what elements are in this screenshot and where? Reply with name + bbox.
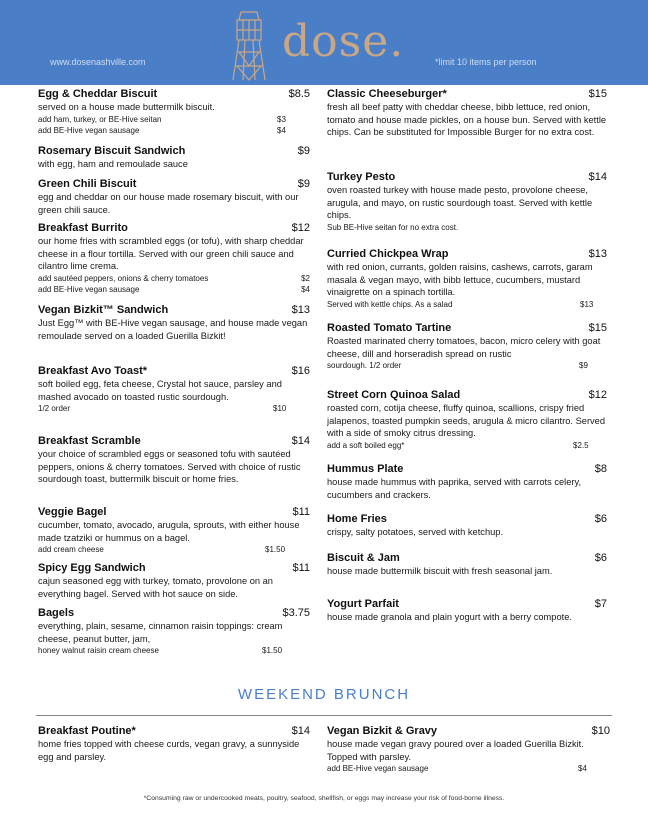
header-banner	[0, 0, 648, 85]
menu-item	[327, 513, 607, 539]
menu-item-price: $11	[292, 562, 310, 574]
menu-item-price: $8.5	[288, 88, 310, 100]
addon-label: 1/2 order	[38, 404, 71, 414]
menu-item-addon	[38, 544, 310, 555]
menu-item-price: $11	[292, 506, 310, 518]
menu-item-price: $9	[297, 178, 310, 190]
menu-item-price: $9	[297, 145, 310, 157]
menu-item-description: cucumber, tomato, avocado, arugula, sprouts, with either house made tzatziki or hummus on a bagel.	[38, 520, 300, 543]
menu-item-addon	[38, 284, 310, 295]
addon-label: add sautéed peppers, onions & cherry tomatoes	[38, 273, 209, 283]
menu-item-name: Turkey Pesto	[327, 171, 396, 183]
menu-item-price: $10	[591, 725, 610, 737]
menu-item	[327, 322, 607, 371]
menu-item-price: $3.75	[282, 607, 310, 619]
menu-item-name: Breakfast Avo Toast*	[38, 365, 148, 377]
menu-item	[38, 506, 310, 555]
menu-item-name: Home Fries	[327, 513, 387, 525]
menu-item	[38, 178, 310, 216]
menu-item-name: Vegan Bizkit & Gravy	[327, 725, 438, 737]
menu-item-price: $16	[291, 365, 310, 377]
addon-label: add BE-Hive vegan sausage	[38, 125, 140, 135]
menu-item-price: $13	[291, 304, 310, 316]
menu-item	[38, 88, 310, 136]
addon-price: $13	[580, 299, 594, 309]
menu-item-name: Green Chili Biscuit	[38, 178, 137, 190]
menu-item	[38, 562, 310, 600]
menu-item-description: with egg, ham and remoulade sauce	[38, 159, 188, 169]
menu-item-description: soft boiled egg, feta cheese, Crystal hot sauce, parsley and mashed avocado on toasted rustic sourdough.	[38, 379, 282, 402]
section-divider	[36, 715, 612, 716]
food-safety-footnote: *Consuming raw or undercooked meats, poultry, seafood, shellfish, or eggs may increase your risk of food-borne illness.	[143, 795, 505, 802]
menu-item-addon	[38, 114, 310, 125]
menu-item-addon	[327, 299, 607, 310]
menu-item-description: your choice of scrambled eggs or seasoned tofu with sautéed peppers, onions & cherry tomatoes. Served with choice of rustic sourdough toast, buttermilk biscuit or home fries.	[38, 449, 301, 485]
menu-item-price: $12	[291, 222, 310, 234]
menu-item-description: roasted corn, cotija cheese, fluffy quinoa, scallions, crispy fried jalapenos, toasted pumpkin seeds, arugula & micro cilantro. Served with a side of smoky citrus dressing.	[327, 403, 606, 439]
menu-item-price: $15	[588, 322, 607, 334]
menu-item-price: $12	[588, 389, 607, 401]
menu-item-price: $14	[291, 725, 310, 737]
menu-item	[327, 725, 610, 774]
addon-price: $9	[579, 361, 588, 371]
addon-label: Served with kettle chips. As a salad	[327, 299, 453, 309]
menu-item-price: $13	[588, 248, 607, 260]
menu-item-description: egg and cheddar on our house made rosemary biscuit, with our green chili sauce.	[38, 192, 299, 215]
menu-item-price: $7	[594, 598, 607, 610]
menu-item-addon	[38, 403, 310, 414]
menu-item-description: with red onion, currants, golden raisins, cashews, carrots, garam masala & vegan mayo, with bibb lettuce, cucumbers, mustard vinaigrette on a spinach tortilla.	[327, 262, 593, 298]
menu-item-description: cajun seasoned egg with turkey, tomato, provolone on an everything bagel. Served with hot sauce on side.	[38, 576, 273, 599]
limit-note: *limit 10 items per person	[435, 57, 537, 67]
menu-item-addon	[327, 360, 607, 371]
menu-item-name: Hummus Plate	[327, 463, 404, 475]
addon-price: $1.50	[262, 646, 283, 656]
menu-item-name: Rosemary Biscuit Sandwich	[38, 145, 186, 157]
menu-item	[327, 552, 607, 578]
menu-item	[327, 598, 607, 624]
menu-item-description: oven roasted turkey with house made pesto, provolone cheese, arugula, and mayo, on rustic sourdough toast. Served with kettle chips.	[327, 185, 593, 221]
menu-item	[38, 435, 310, 486]
menu-item-description: house made granola and plain yogurt with a berry compote.	[327, 612, 572, 622]
menu-item-addon	[327, 440, 607, 451]
menu-item-addon	[327, 222, 607, 233]
menu-item	[327, 389, 607, 451]
menu-item-addon	[38, 645, 310, 656]
menu-item-description: fresh all beef patty with cheddar cheese, bibb lettuce, red onion, tomato and house made pickles, on a house bun. Served with kettle chips. Can be substituted for Impossible Burger for no extra cost.	[327, 102, 607, 138]
menu-item	[38, 145, 310, 171]
menu-item-description: house made vegan gravy poured over a loaded Guerilla Bizkit. Topped with parsley.	[327, 739, 584, 762]
menu-item	[327, 463, 607, 501]
weekend-brunch-title: WEEKEND BRUNCH	[237, 686, 411, 703]
addon-label: add BE-Hive vegan sausage	[38, 284, 140, 294]
menu-item-description: house made buttermilk biscuit with fresh seasonal jam.	[327, 566, 553, 576]
menu-item	[38, 222, 310, 295]
addon-label: add BE-Hive vegan sausage	[327, 764, 429, 774]
menu-item-name: Veggie Bagel	[38, 506, 107, 518]
brand-logo: dose.	[282, 16, 405, 67]
menu-item-name: Vegan Bizkit™ Sandwich	[38, 304, 169, 316]
menu-item-name: Spicy Egg Sandwich	[38, 562, 146, 574]
addon-price: $10	[273, 404, 287, 414]
menu-item-name: Roasted Tomato Tartine	[327, 322, 452, 334]
addon-price: $4	[277, 125, 286, 135]
menu-item-price: $6	[594, 513, 607, 525]
website-link[interactable]: www.dosenashville.com	[50, 57, 146, 67]
menu-item-addon	[327, 763, 610, 774]
menu-item-description: Roasted marinated cherry tomatoes, bacon, micro celery with goat cheese, dill and horseradish spread on rustic	[327, 336, 601, 359]
menu-item-name: Egg & Cheddar Biscuit	[38, 88, 158, 100]
menu-item-name: Yogurt Parfait	[327, 598, 399, 610]
menu-item-name: Street Corn Quinoa Salad	[327, 389, 461, 401]
menu-item-price: $14	[291, 435, 310, 447]
addon-label: add a soft boiled egg*	[327, 440, 405, 450]
menu-item-description: everything, plain, sesame, cinnamon raisin toppings: cream cheese, peanut butter, jam,	[38, 621, 283, 644]
menu-item-description: our home fries with scrambled eggs (or tofu), with sharp cheddar cheese in a flour tortilla. Served with our green chili sauce and cilantro lime crema.	[38, 236, 304, 272]
menu-item	[38, 304, 310, 342]
menu-item-price: $14	[588, 171, 607, 183]
menu-item-price: $8	[594, 463, 607, 475]
menu-item	[327, 248, 607, 310]
addon-price: $4	[301, 284, 310, 294]
menu-item-name: Breakfast Burrito	[38, 222, 128, 234]
addon-label: add ham, turkey, or BE-Hive seitan	[38, 114, 162, 124]
menu-item-name: Biscuit & Jam	[327, 552, 400, 564]
menu-item-name: Bagels	[38, 607, 75, 619]
menu-item	[327, 171, 607, 233]
addon-label: Sub BE-Hive seitan for no extra cost.	[327, 222, 459, 232]
menu-item	[327, 88, 607, 139]
menu-item-name: Curried Chickpea Wrap	[327, 248, 449, 260]
water-tower-icon	[227, 8, 271, 82]
addon-price: $1.50	[265, 545, 286, 555]
addon-price: $2.5	[573, 440, 589, 450]
menu-item-description: home fries topped with cheese curds, vegan gravy, a sunnyside egg and parsley.	[38, 739, 300, 762]
addon-label: sourdough. 1/2 order	[327, 361, 402, 371]
addon-price: $2	[301, 273, 310, 283]
menu-item-price: $6	[594, 552, 607, 564]
menu-item-description: crispy, salty potatoes, served with ketchup.	[327, 527, 504, 537]
menu-item-description: Just Egg™ with BE-Hive vegan sausage, and house made vegan remoulade served on a loaded Guerilla Bizkit!	[38, 318, 308, 341]
menu-item-addon	[38, 125, 310, 136]
menu-item-name: Classic Cheeseburger*	[327, 88, 447, 100]
addon-price: $3	[277, 114, 286, 124]
menu-item-description: served on a house made buttermilk biscuit.	[38, 102, 215, 112]
menu-item-description: house made hummus with paprika, served with carrots celery, cucumbers and crackers.	[327, 477, 582, 500]
menu-item-name: Breakfast Poutine*	[38, 725, 136, 737]
menu-item	[38, 365, 310, 414]
menu-item-addon	[38, 273, 310, 284]
addon-label: honey walnut raisin cream cheese	[38, 646, 159, 656]
addon-price: $4	[578, 764, 587, 774]
menu-item	[38, 607, 310, 656]
menu-item-name: Breakfast Scramble	[38, 435, 141, 447]
menu-item-price: $15	[588, 88, 607, 100]
addon-label: add cream cheese	[38, 545, 104, 555]
menu-item	[38, 725, 310, 763]
